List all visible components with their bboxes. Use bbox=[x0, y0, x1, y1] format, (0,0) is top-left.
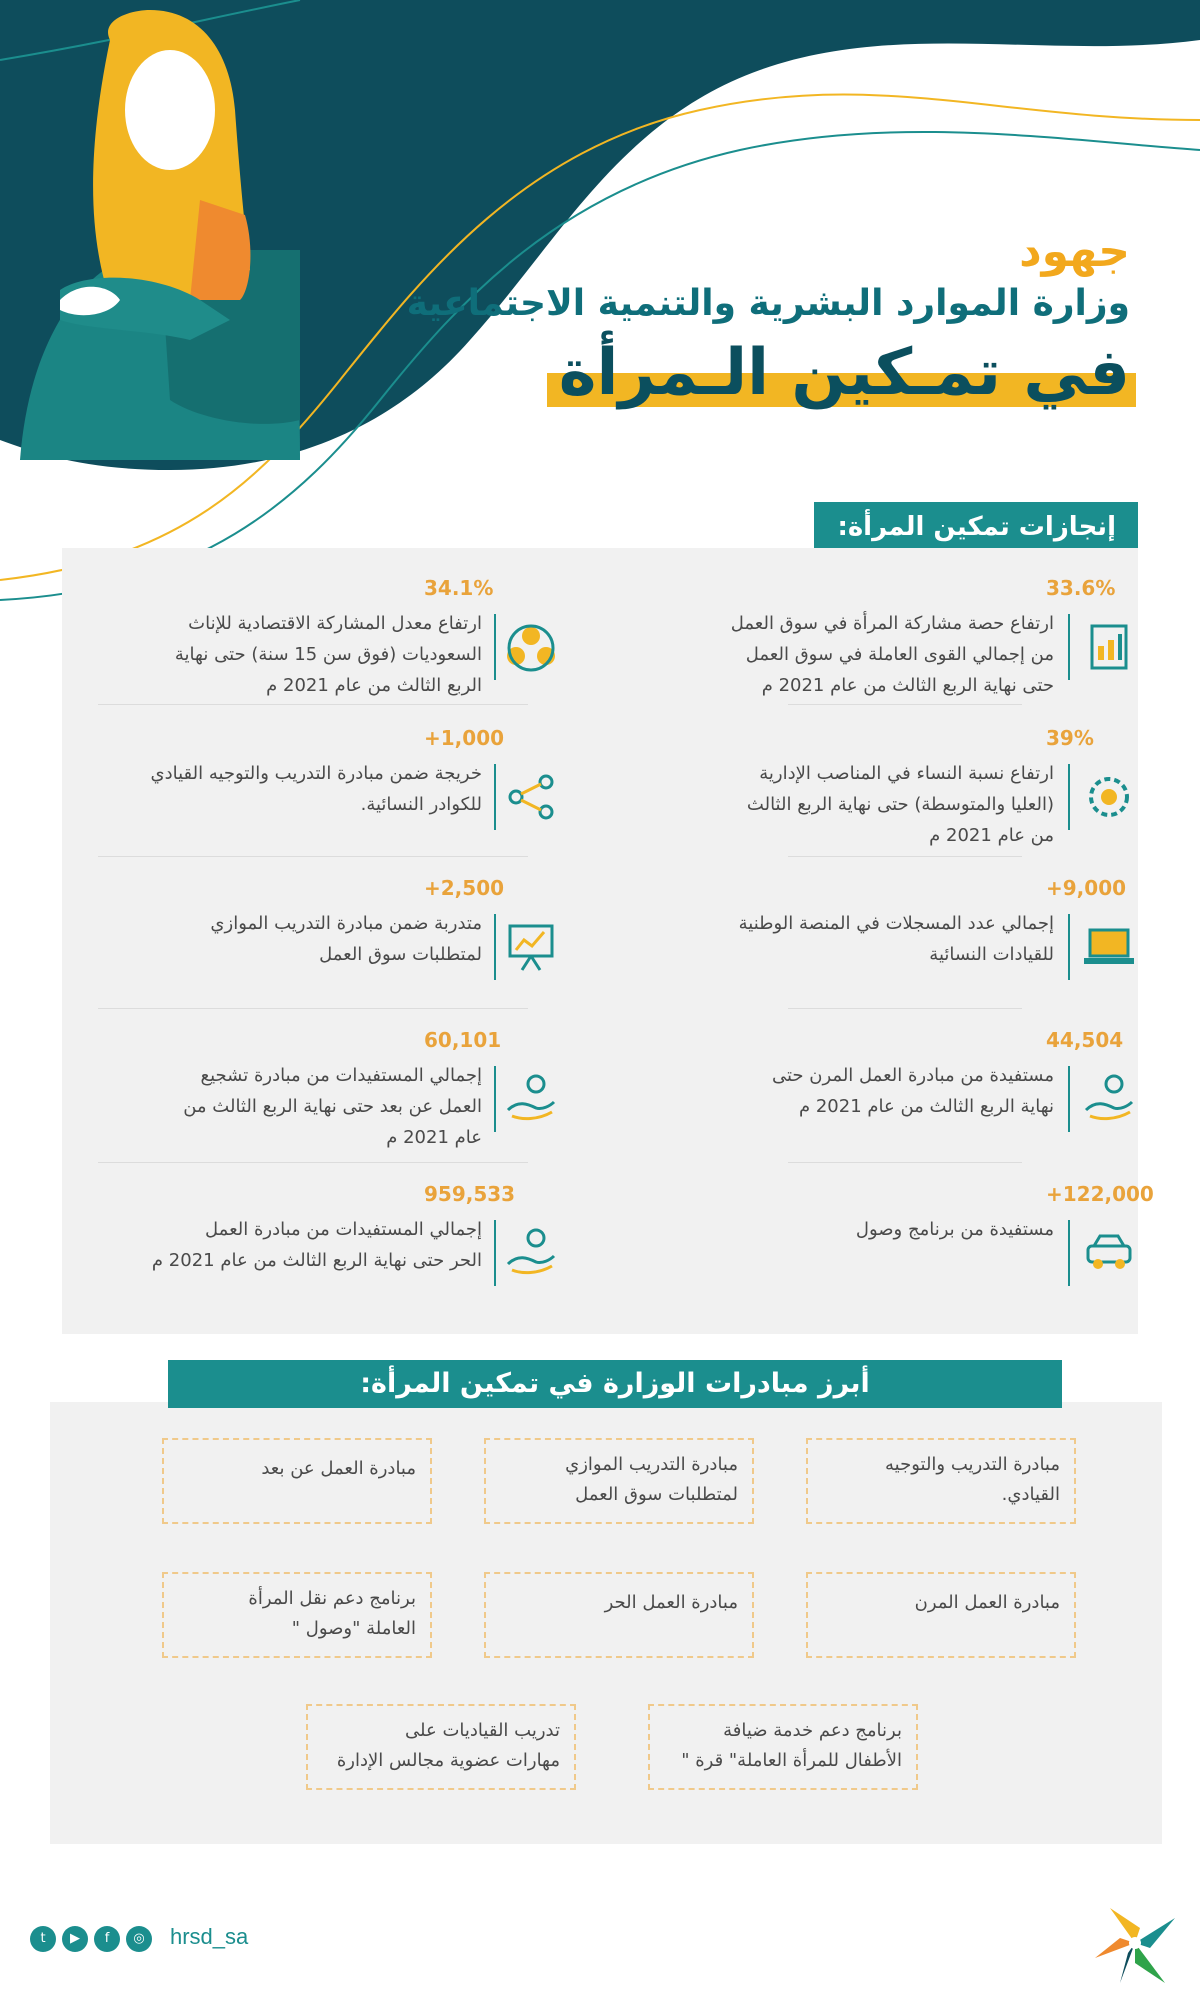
header-title bbox=[370, 225, 1130, 411]
achievement-text-line: السعوديات (فوق سن 15 سنة) حتى نهاية bbox=[174, 644, 482, 665]
initiatives-panel bbox=[50, 1402, 1162, 1844]
initiative-text-line: مبادرة العمل عن بعد bbox=[261, 1458, 416, 1479]
achievement-text-line: مستفيدة من مبادرة العمل المرن حتى bbox=[771, 1065, 1054, 1086]
achievement-item bbox=[610, 1154, 1154, 1304]
title-line-1: جهود bbox=[1019, 226, 1130, 277]
achievement-separator bbox=[1068, 614, 1070, 680]
achievement-value: 34.1% bbox=[424, 576, 494, 600]
achievement-text-line: من عام 2021 م bbox=[929, 825, 1054, 846]
hand-person-icon bbox=[1080, 1070, 1138, 1128]
achievement-divider bbox=[98, 1162, 528, 1163]
achievement-divider bbox=[98, 856, 528, 857]
achievement-text-line: ارتفاع نسبة النساء في المناصب الإدارية bbox=[759, 763, 1054, 784]
chart-document-icon bbox=[1080, 618, 1138, 676]
achievement-text bbox=[634, 1060, 1054, 1122]
initiative-text-line: العاملة "وصول " bbox=[291, 1618, 416, 1639]
achievement-separator bbox=[1068, 914, 1070, 980]
achievement-item bbox=[610, 848, 1127, 998]
achievement-separator bbox=[494, 1220, 496, 1286]
initiative-text-line: برنامج دعم خدمة ضيافة bbox=[723, 1720, 902, 1741]
achievement-item bbox=[62, 1154, 562, 1304]
car-icon bbox=[1080, 1224, 1138, 1282]
title-line-3: في تمـكين الـمرأة bbox=[558, 336, 1130, 410]
achievement-separator bbox=[494, 764, 496, 830]
achievement-text bbox=[634, 908, 1054, 970]
hand-person-icon bbox=[502, 1224, 560, 1282]
initiative-text-line: مهارات عضوية مجالس الإدارة bbox=[336, 1750, 560, 1771]
achievement-item bbox=[610, 698, 1110, 848]
achievement-text-line: عام 2021 م bbox=[386, 1127, 482, 1148]
achievement-text-line: متدربة ضمن مبادرة التدريب الموازي bbox=[210, 913, 482, 934]
achievement-text-line: من إجمالي القوى العاملة في سوق العمل bbox=[745, 644, 1054, 665]
achievement-value: 33.6% bbox=[1046, 576, 1116, 600]
initiative-box bbox=[806, 1572, 1076, 1658]
initiative-text-line: القيادي. bbox=[1001, 1484, 1060, 1505]
achievement-value: +122,000 bbox=[1046, 1182, 1154, 1206]
social-handle[interactable]: hrsd_sa bbox=[170, 1924, 249, 1949]
achievement-text bbox=[62, 1214, 482, 1276]
achievement-text-line: (العليا والمتوسطة) حتى نهاية الربع الثالث bbox=[746, 794, 1054, 815]
youtube-icon[interactable]: ▶ bbox=[62, 1926, 88, 1952]
achievement-text-line: ارتفاع حصة مشاركة المرأة في سوق العمل bbox=[730, 613, 1054, 634]
achievement-divider bbox=[788, 1008, 1022, 1009]
ministry-logo-icon bbox=[1090, 1898, 1180, 1988]
achievement-text-line: ارتفاع معدل المشاركة الاقتصادية للإناث bbox=[188, 613, 482, 634]
initiative-box bbox=[648, 1704, 918, 1790]
achievement-divider bbox=[788, 1162, 1022, 1163]
achievement-value: +9,000 bbox=[1046, 876, 1127, 900]
achievement-text bbox=[634, 758, 1054, 851]
achievement-text-line: حتى نهاية الربع الثالث من عام 2021 م bbox=[761, 675, 1054, 696]
achievement-text-line: لمتطلبات سوق العمل bbox=[319, 944, 482, 965]
initiative-box bbox=[484, 1572, 754, 1658]
achievement-value: 60,101 bbox=[424, 1028, 502, 1052]
achievement-text bbox=[62, 608, 482, 701]
achievement-separator bbox=[1068, 1220, 1070, 1286]
twitter-icon[interactable]: t bbox=[30, 1926, 56, 1952]
initiative-text-line: مبادرة العمل الحر bbox=[604, 1592, 738, 1613]
laptop-icon bbox=[1080, 918, 1138, 976]
achievement-divider bbox=[98, 704, 528, 705]
achievement-separator bbox=[494, 914, 496, 980]
achievement-divider bbox=[98, 1008, 528, 1009]
presentation-board-icon bbox=[502, 918, 560, 976]
initiative-box bbox=[484, 1438, 754, 1524]
achievement-item bbox=[62, 848, 562, 998]
initiative-text-line: الأطفال للمرأة العاملة" قرة " bbox=[681, 1750, 902, 1771]
achievement-text bbox=[62, 908, 482, 970]
achievement-value: 44,504 bbox=[1046, 1028, 1124, 1052]
achievement-text-line: نهاية الربع الثالث من عام 2021 م bbox=[798, 1096, 1054, 1117]
initiative-box bbox=[162, 1438, 432, 1524]
achievement-value: 959,533 bbox=[424, 1182, 516, 1206]
achievement-text-line: العمل عن بعد حتى نهاية الربع الثالث من bbox=[183, 1096, 482, 1117]
achievement-text bbox=[634, 1214, 1054, 1245]
initiative-text-line: مبادرة العمل المرن bbox=[914, 1592, 1060, 1613]
achievement-text-line: خريجة ضمن مبادرة التدريب والتوجيه القيادي bbox=[150, 763, 482, 784]
instagram-icon[interactable]: ◎ bbox=[126, 1926, 152, 1952]
initiative-text-line: تدريب القياديات على bbox=[405, 1720, 560, 1741]
achievement-item bbox=[610, 548, 1116, 698]
achievement-text bbox=[62, 1060, 482, 1153]
achievement-separator bbox=[494, 1066, 496, 1132]
achievement-text-line: للكوادر النسائية. bbox=[360, 794, 482, 815]
achievement-item bbox=[610, 1000, 1124, 1150]
achievement-separator bbox=[494, 614, 496, 680]
achievement-text-line: الربع الثالث من عام 2021 م bbox=[266, 675, 482, 696]
women-group-icon bbox=[502, 618, 560, 676]
initiatives-heading: أبرز مبادرات الوزارة في تمكين المرأة: bbox=[168, 1360, 1062, 1408]
achievement-divider bbox=[788, 856, 1022, 857]
achievement-text bbox=[634, 608, 1054, 701]
achievements-panel bbox=[62, 548, 1154, 1334]
initiative-text-line: مبادرة التدريب والتوجيه bbox=[885, 1454, 1060, 1475]
initiative-box bbox=[162, 1572, 432, 1658]
achievement-separator bbox=[1068, 1066, 1070, 1132]
achievement-text-line: الحر حتى نهاية الربع الثالث من عام 2021 م bbox=[151, 1250, 482, 1271]
achievement-item bbox=[62, 698, 562, 848]
achievement-text-line: إجمالي عدد المسجلات في المنصة الوطنية bbox=[738, 913, 1054, 934]
achievement-text-line: إجمالي المستفيدات من مبادرة تشجيع bbox=[200, 1065, 482, 1086]
achievement-value: +2,500 bbox=[424, 876, 505, 900]
title-line-3-wrap bbox=[559, 335, 1130, 411]
achievement-divider bbox=[788, 704, 1022, 705]
initiative-box bbox=[306, 1704, 576, 1790]
hand-person-icon bbox=[502, 1070, 560, 1128]
facebook-icon[interactable]: f bbox=[94, 1926, 120, 1952]
share-network-icon bbox=[502, 768, 560, 826]
achievement-value: 39% bbox=[1046, 726, 1094, 750]
achievement-text-line: إجمالي المستفيدات من مبادرة العمل bbox=[205, 1219, 482, 1240]
initiative-text-line: لمتطلبات سوق العمل bbox=[575, 1484, 738, 1505]
achievement-text-line: مستفيدة من برنامج وصول bbox=[855, 1219, 1054, 1240]
gear-people-icon bbox=[1080, 768, 1138, 826]
achievement-item bbox=[62, 548, 562, 698]
achievement-item bbox=[62, 1000, 562, 1150]
achievement-separator bbox=[1068, 764, 1070, 830]
achievement-value: +1,000 bbox=[424, 726, 505, 750]
achievement-text bbox=[62, 758, 482, 820]
title-line-2: وزارة الموارد البشرية والتنمية الاجتماعية bbox=[406, 283, 1130, 324]
achievements-heading: إنجازات تمكين المرأة: bbox=[814, 502, 1138, 552]
initiative-text-line: برنامج دعم نقل المرأة bbox=[248, 1588, 416, 1609]
achievement-text-line: للقيادات النسائية bbox=[929, 944, 1054, 965]
initiative-text-line: مبادرة التدريب الموازي bbox=[565, 1454, 738, 1475]
initiative-box bbox=[806, 1438, 1076, 1524]
